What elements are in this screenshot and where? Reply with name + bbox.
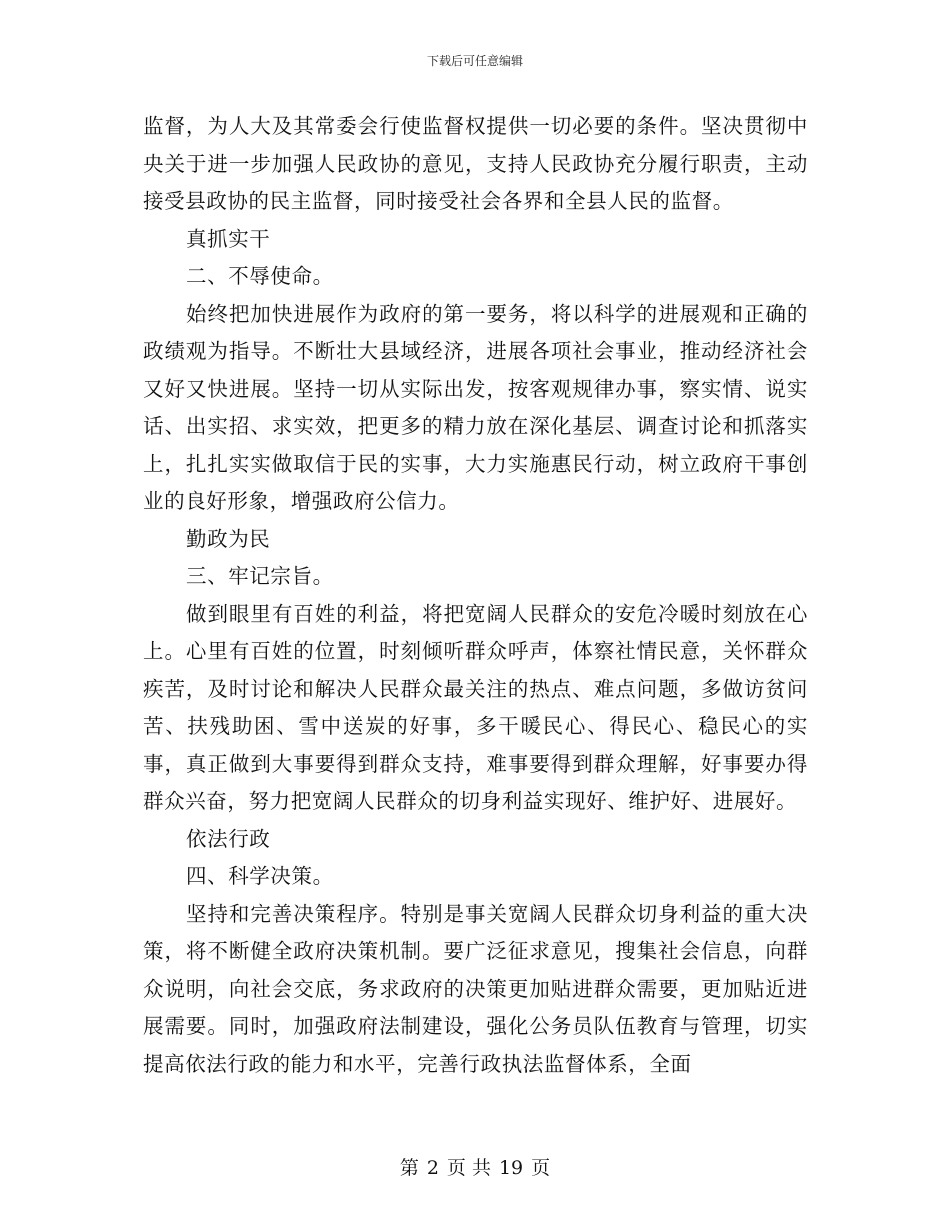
footer-prefix: 第 [399,1157,419,1179]
footer-suffix: 页 [531,1157,551,1179]
paragraph-1: 监督，为人大及其常委会行使监督权提供一切必要的条件。坚决贯彻中央关于进一步加强人民政协的意见，支持人民政协充分履行职责，主动接受县政协的民主监督，同时接受社会各界和全县人民的监督。 [143,114,808,213]
paragraph-4: 坚持和完善决策程序。特别是事关宽阔人民群众切身利益的重大决策，将不断健全政府决策机制。要广泛征求意见，搜集社会信息，向群众说明，向社会交底，务求政府的决策更加贴进群众需要，更加贴近进展需要。同时，加强政府法制建设，强化公务员队伍教育与管理，切实提高依法行政的能力和水平，完善行政执法监督体系，全面 [143,901,808,1076]
section-heading-4: 四、科学决策。 [186,864,334,888]
section-subtitle-2: 勤政为民 [186,526,271,551]
paragraph-2: 始终把加快进展作为政府的第一要务，将以科学的进展观和正确的政绩观为指导。不断壮大县域经济，进展各项社会事业，推动经济社会又好又快进展。坚持一切从实际出发，按客观规律办事，察实情、说实话、出实招、求实效，把更多的精力放在深化基层、调查讨论和抓落实上，扎扎实实做取信于民的实事，大力实施惠民行动，树立政府干事创业的良好形象，增强政府公信力。 [143,301,808,513]
section-heading-3: 三、牢记宗旨。 [186,564,334,588]
footer-middle: 页 共 [446,1157,491,1179]
section-subtitle-1: 真抓实干 [186,226,271,251]
current-page-number: 2 [426,1157,439,1179]
section-subtitle-3: 依法行政 [186,826,271,851]
section-heading-2: 二、不辱使命。 [186,264,334,288]
paragraph-3: 做到眼里有百姓的利益，将把宽阔人民群众的安危冷暖时刻放在心上。心里有百姓的位置，时刻倾听群众呼声，体察社情民意，关怀群众疾苦，及时讨论和解决人民群众最关注的热点、难点问题，多做访贫问苦、扶残助困、雪中送炭的好事，多干暖民心、得民心、稳民心的实事，真正做到大事要得到群众支持，难事要得到群众理解，好事要办得群众兴奋，努力把宽阔人民群众的切身利益实现好、维护好、进展好。 [143,601,808,813]
page-footer [0,1153,950,1180]
document-body [143,108,808,1083]
page-header: 下载后可任意编辑 [426,54,523,68]
total-page-count: 19 [498,1157,524,1179]
